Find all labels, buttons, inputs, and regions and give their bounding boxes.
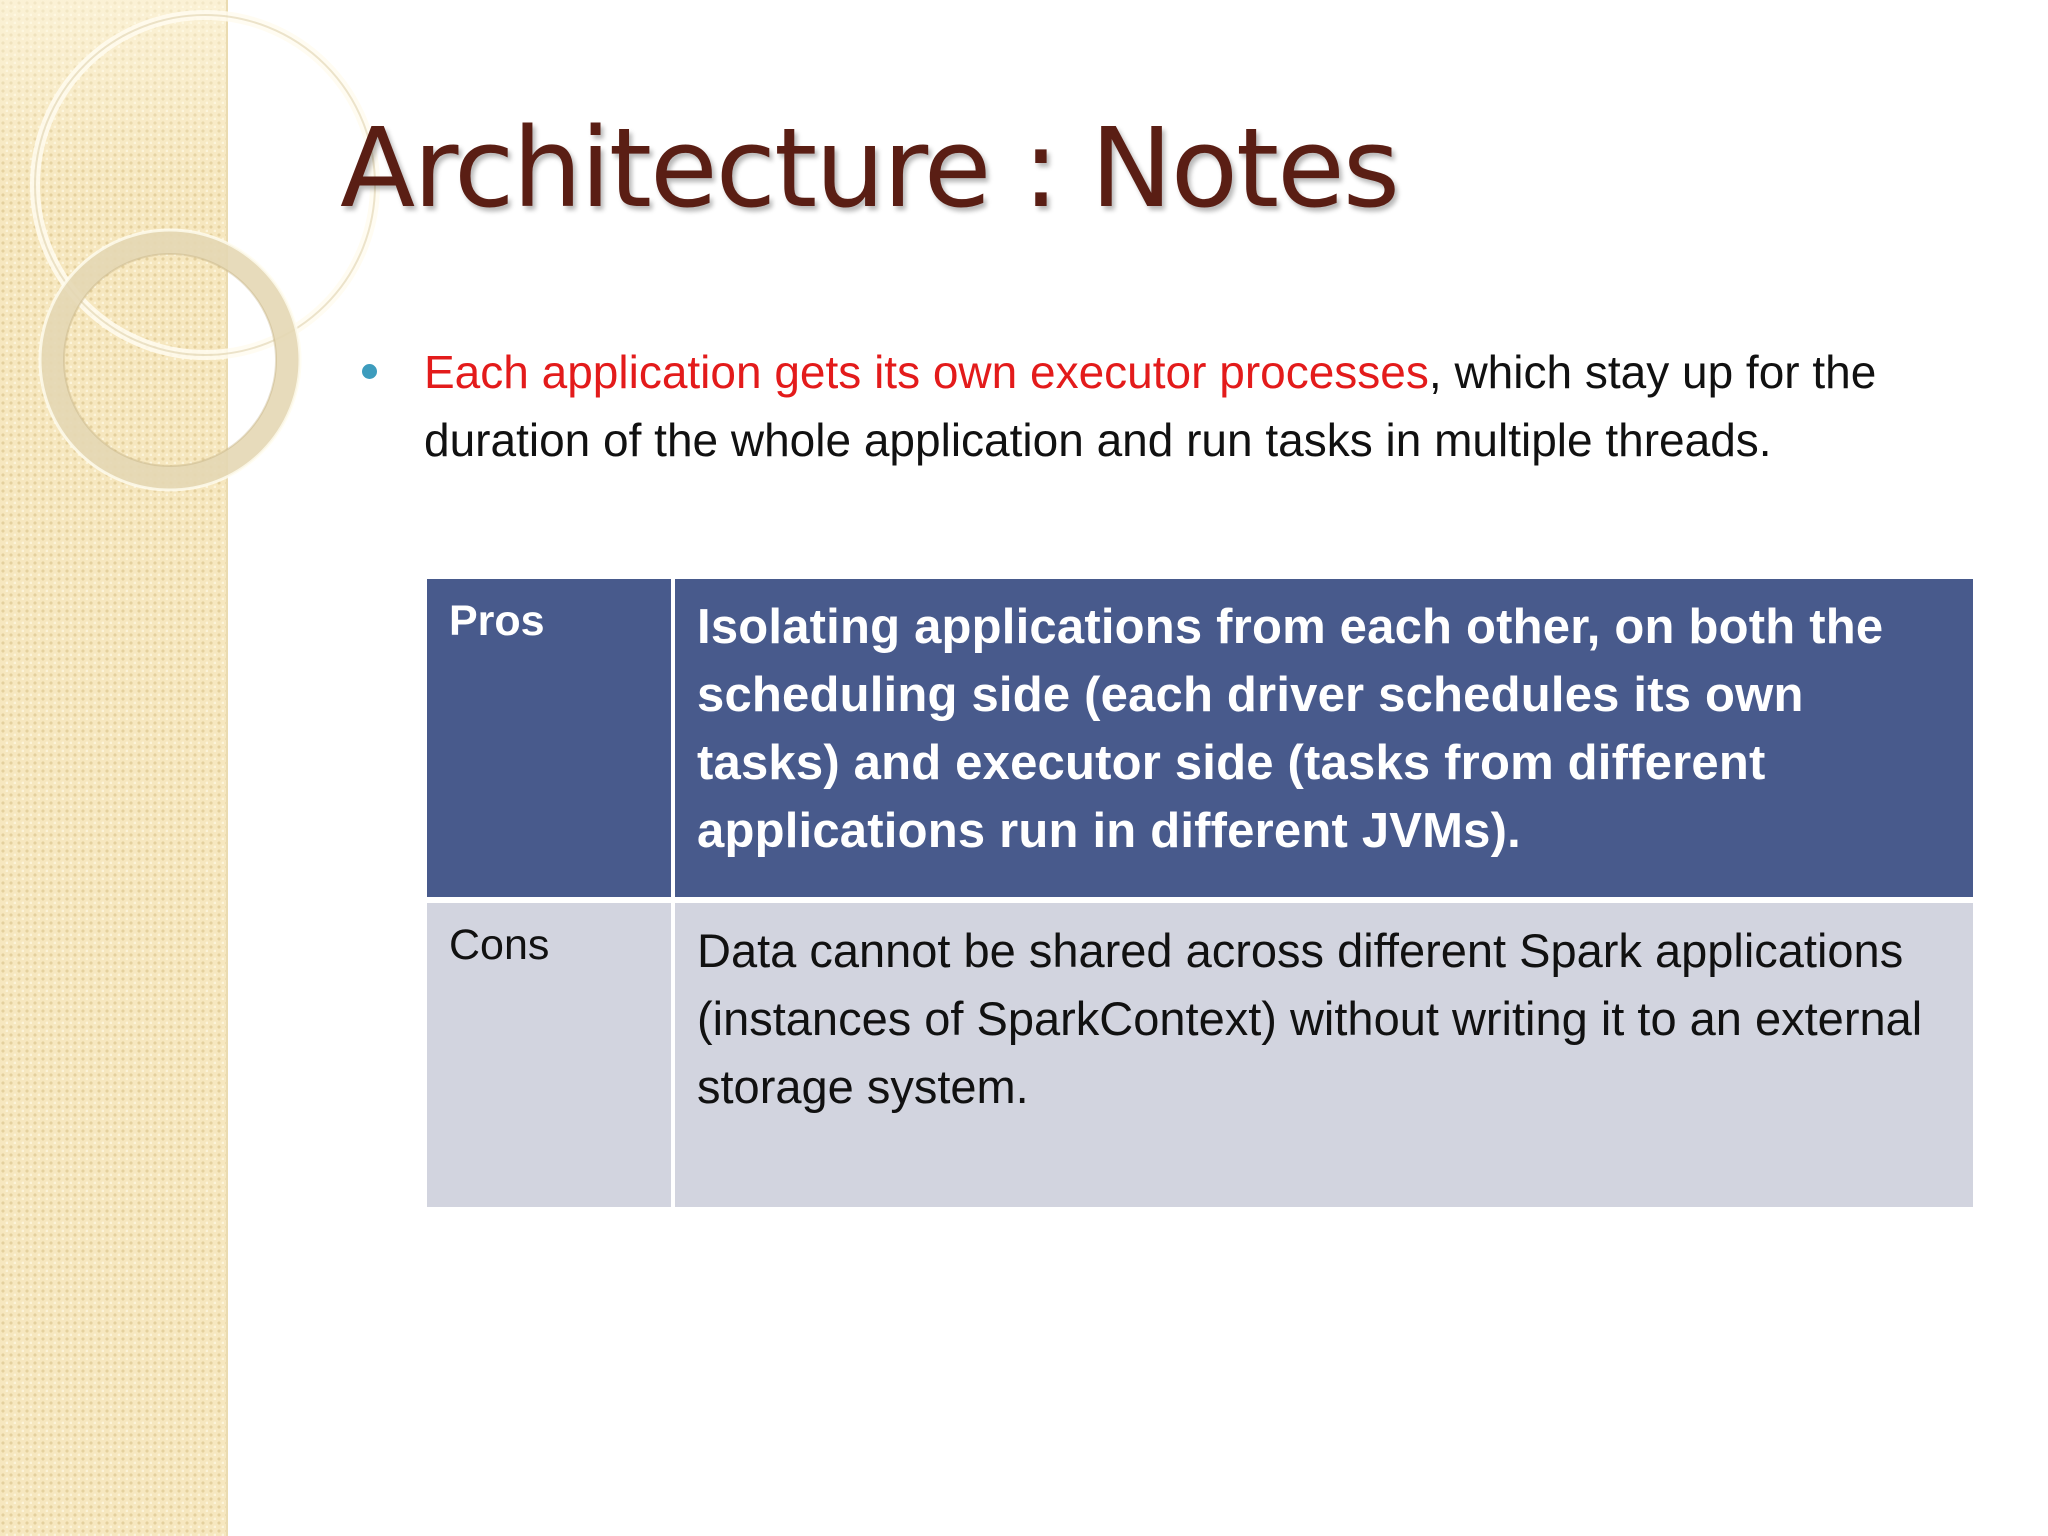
bullet-highlight: Each application gets its own executor processes — [424, 346, 1429, 398]
bullet-text — [424, 338, 1982, 474]
bullet-dot-icon — [362, 364, 377, 379]
decorative-rings-icon — [0, 0, 240, 520]
pros-text: Isolating applications from each other, on both the scheduling side (each driver schedules its own tasks) and executor side (tasks from different applications run in different JVMs). — [673, 579, 1973, 900]
cons-label: Cons — [427, 900, 673, 1207]
table-row-cons — [427, 900, 1973, 1207]
table-row-pros — [427, 579, 1973, 900]
cons-text: Data cannot be shared across different Spark applications (instances of SparkContext) without writing it to an external storage system. — [673, 900, 1973, 1207]
slide-title: Architecture : Notes — [340, 104, 1399, 232]
pros-cons-table — [427, 579, 1973, 1207]
bullet-point — [362, 338, 1982, 474]
pros-label: Pros — [427, 579, 673, 900]
bullet-rest: , which stay up for the duration of the whole application and run tasks in multiple threads. — [424, 346, 1877, 466]
